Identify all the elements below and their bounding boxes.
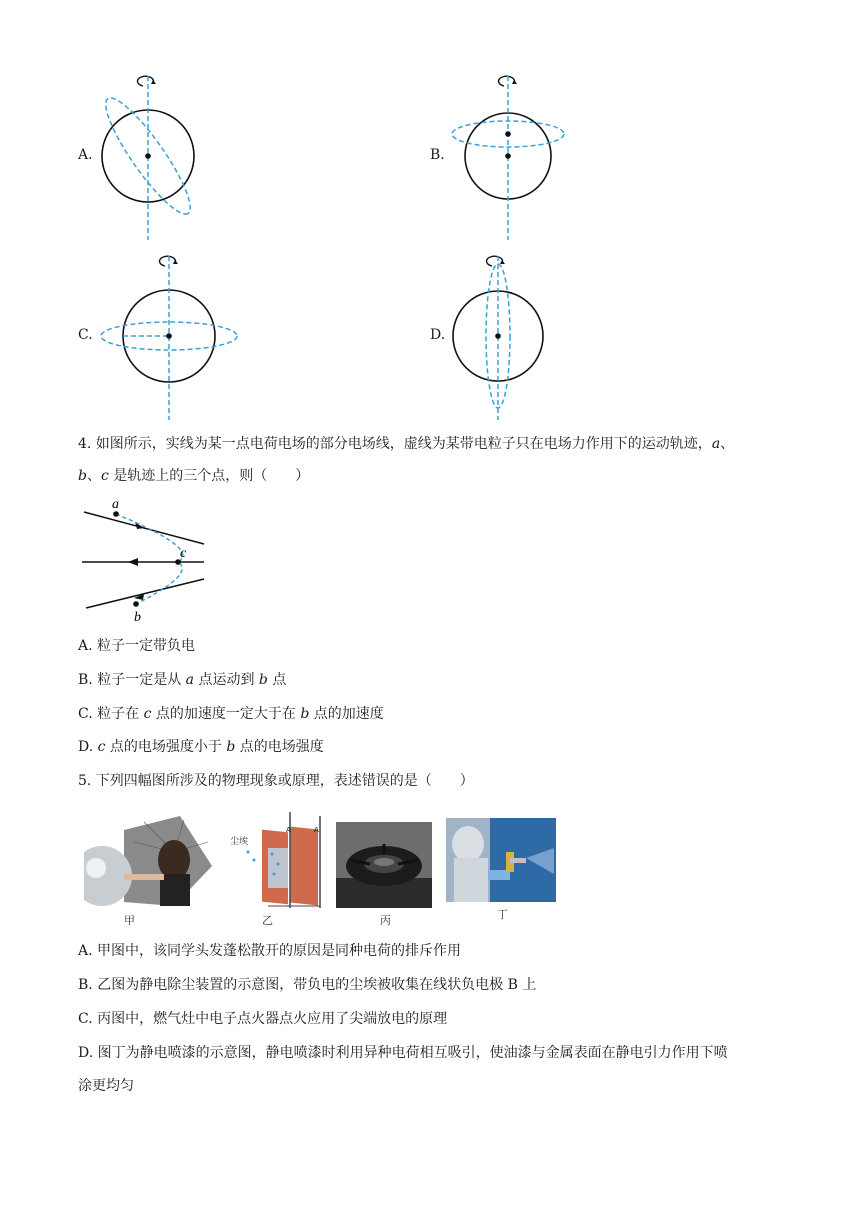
plate-right <box>290 827 318 906</box>
svg-text:A: A <box>314 826 319 834</box>
center-dot <box>505 153 511 159</box>
rotation-arrow-icon <box>160 256 176 266</box>
q5-option-d-line2: 涂更均匀 <box>78 1078 134 1094</box>
q5-option-c: C. 丙图中，燃气灶中电子点火器点火应用了尖端放电的原理 <box>78 1011 448 1027</box>
photo-ding <box>446 818 556 902</box>
rotation-arrow-icon <box>499 76 515 86</box>
option-c-label: C. <box>78 327 93 343</box>
center-dot <box>145 153 151 159</box>
point-a-label: a <box>112 497 119 512</box>
option-a-label: A. <box>78 147 93 163</box>
caption-yi: 乙 <box>262 914 273 927</box>
q5-option-b: B. 乙图为静电除尘装置的示意图，带负电的尘埃被收集在线状负电极 B 上 <box>78 977 537 993</box>
q4-field-figure <box>76 494 212 624</box>
option-d-figure <box>446 252 556 424</box>
center-dot <box>166 333 172 339</box>
caption-jia: 甲 <box>124 914 135 927</box>
q4-stem-line2: b、c 是轨迹上的三个点，则（ ） <box>78 468 310 484</box>
q4-option-a: A. 粒子一定带负电 <box>78 638 196 654</box>
center-dot <box>495 333 501 339</box>
svg-text:A: A <box>286 826 291 834</box>
option-b-figure <box>446 72 576 244</box>
label-dust: 尘埃 <box>230 837 249 847</box>
figure-yi <box>228 808 338 912</box>
point-a-dot <box>113 511 119 517</box>
q4-option-d: D. c 点的电场强度小于 b 点的电场强度 <box>78 739 324 755</box>
particle-trajectory <box>116 514 183 604</box>
point-b-dot <box>133 601 139 607</box>
photo-bing <box>336 822 432 908</box>
caption-ding: 丁 <box>497 908 508 921</box>
option-b-label: B. <box>430 147 445 163</box>
point-b-label: b <box>134 610 141 624</box>
q4-stem-line1: 4. 如图所示，实线为某一点电荷电场的部分电场线，虚线为某带电粒子只在电场力作用下的运动轨迹，a、 <box>78 436 735 452</box>
q5-option-a: A. 甲图中，该同学头发蓬松散开的原因是同种电荷的排斥作用 <box>78 943 462 959</box>
option-a-figure <box>95 72 215 244</box>
q4-option-c: C. 粒子在 c 点的加速度一定大于在 b 点的加速度 <box>78 706 384 722</box>
photo-jia <box>84 812 214 908</box>
q5-option-d-line1: D. 图丁为静电喷漆的示意图，静电喷漆时利用异种电荷相互吸引，使油漆与金属表面在静电引力作用下喷 <box>78 1045 728 1061</box>
option-c-figure <box>95 252 245 424</box>
option-d-label: D. <box>430 327 446 343</box>
rotation-arrow-icon <box>138 76 154 86</box>
q5-stem: 5. 下列四幅图所涉及的物理现象或原理，表述错误的是（ ） <box>78 773 474 789</box>
point-c-label: c <box>180 546 187 561</box>
caption-bing: 丙 <box>380 914 391 927</box>
orbit-center-dot <box>505 131 511 137</box>
q4-option-b: B. 粒子一定是从 a 点运动到 b 点 <box>78 672 287 688</box>
field-line-bottom <box>86 579 204 608</box>
